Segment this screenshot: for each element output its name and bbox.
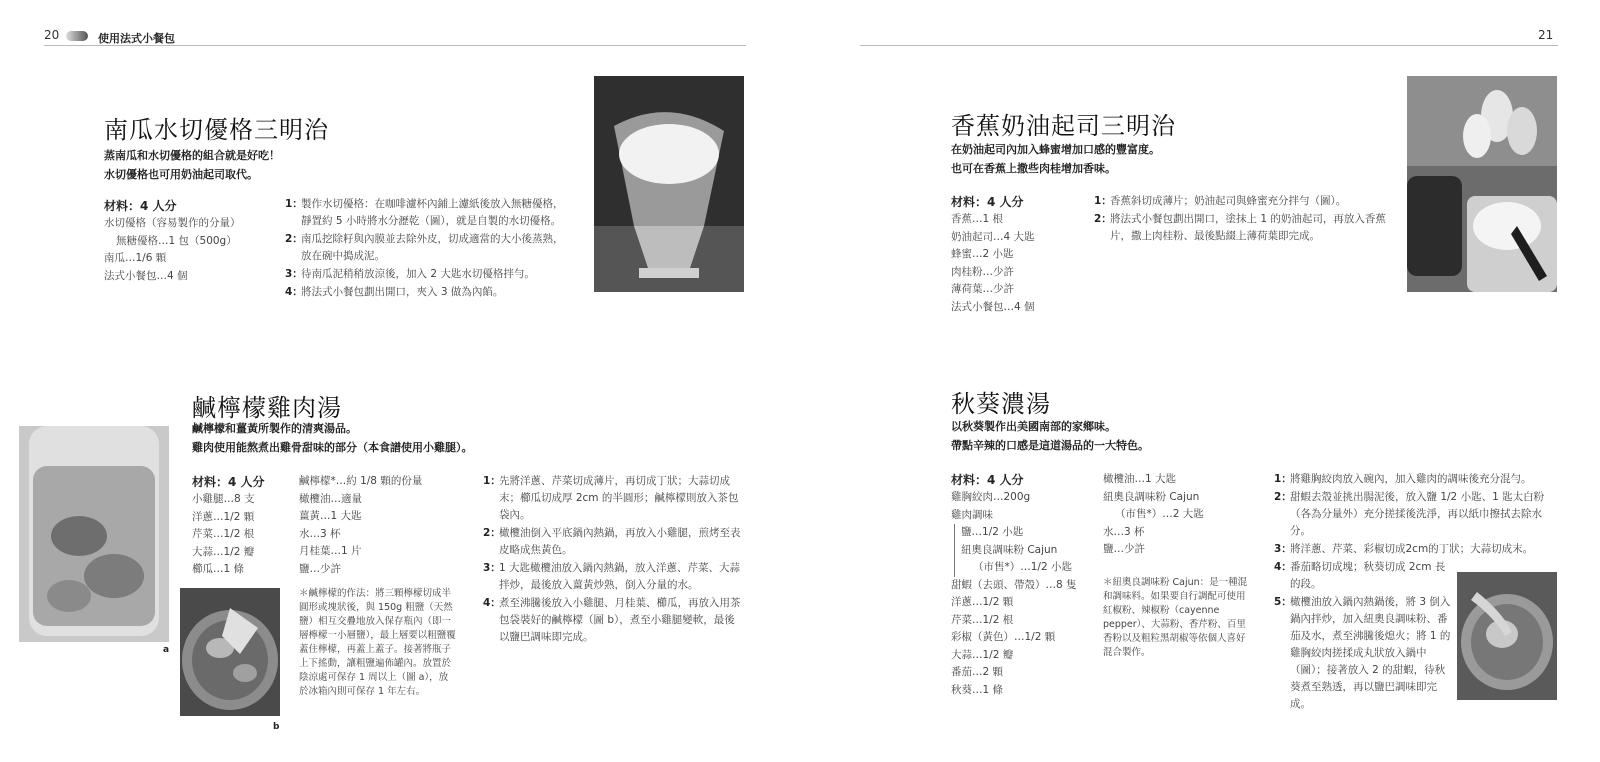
ingredient: 水…3 杯 [299,527,341,540]
ingredient: （市售*）…1/2 小匙 [973,561,1072,573]
step-item: 3： 將洋蔥、芹菜、彩椒切成2cm的丁狀；大蒜切成末。 [1274,543,1534,555]
ingredient: 芹菜…1/2 根 [951,613,1014,626]
ingredient: 橄欖油…適量 [299,492,362,505]
recipe-subtitle: 在奶油起司內加入蜂蜜增加口感的豐富度。 也可在香蕉上撒些肉桂增加香味。 [951,143,1160,175]
recipe-title: 秋葵濃湯 [951,390,1051,418]
step-item: 4： 番茄略切成塊；秋葵切成 2cm 長的段。 [1274,561,1446,590]
ingredient: 大蒜…1/2 瓣 [192,545,255,558]
banana-cheese-photo [1407,76,1557,292]
ingredient: 甜蝦（去頭、帶殼）…8 隻 [951,578,1077,591]
ingredient: 雞胸絞肉…200g [951,491,1031,503]
ingredient-list [951,471,1096,699]
recipe-title: 鹹檸檬雞肉湯 [192,394,342,422]
ingredient: 秋葵…1 條 [951,683,1004,696]
ingredient: 小雞腿…8 支 [192,493,255,505]
photo-caption-b: b [273,722,280,732]
ingredient: 橄欖油…1 大匙 [1103,473,1177,485]
photo-caption-a: a [163,645,170,655]
ingredient: 無糖優格…1 包（500g） [116,234,237,247]
ingredient: 奶油起司…4 大匙 [951,230,1035,243]
recipe-subtitle: 鹹檸檬和薑黃所製作的清爽湯品。 雞肉使用能熬煮出雞骨甜味的部分（本食譜使用小雞腿）。 [192,422,473,454]
ingredient: 水…3 杯 [1103,525,1145,538]
header-rule [44,45,746,46]
step-item: 2： 甜蝦去殼並挑出腸泥後，放入鹽 1/2 小匙、1 匙太白粉（各為分量外）充分搓揉後洗淨，再以紙巾擦拭去除水分。 [1274,491,1545,537]
ingredient: 法式小餐包…4 個 [104,269,188,282]
salted-lemon-jar-photo [19,426,169,642]
ingredient: 肉桂粉…少許 [951,265,1014,278]
step-item: 1： 先將洋蔥、芹菜切成薄片，再切成丁狀；大蒜切成末；櫛瓜切成厚 2cm 的半圓形；鹹檸檬則放入茶包袋內。 [483,475,739,521]
footnote: ＊鹹檸檬的作法：將三顆檸檬切成半圓形或塊狀後，與 150g 粗鹽（天然鹽）相互交疊地放入保存瓶內（即一層檸檬一小層鹽），最上層要以粗鹽覆蓋住檸檬，再蓋上蓋子。接著將瓶子上下搖動，讓粗鹽遍佈罐內。放置於陰涼處可保存 1 周以上（圖 a），放於冰箱內則可保存 1 年左右。 [299,588,456,697]
ingredient: 大蒜…1/2 瓣 [951,648,1014,661]
ingredient: 鹽…1/2 小匙 [961,526,1024,538]
step-list [285,196,571,302]
materials-heading: 材料：4 人分 [951,473,1024,487]
seasoning-bracket [954,524,1096,577]
recipe-subtitle: 以秋葵製作出美國南部的家鄉味。 帶點辛辣的口感是這道湯品的一大特色。 [951,420,1149,452]
ingredient: 蜂蜜…2 小匙 [951,248,1014,260]
step-item: 1： 將雞胸絞肉放入碗內，加入雞肉的調味後充分混勻。 [1274,473,1532,485]
step-item: 4： 煮至沸騰後放入小雞腿、月桂葉、櫛瓜，再放入用茶包袋裝好的鹹檸檬（圖 b），煮至小雞腿變軟，最後以鹽巴調味即完成。 [483,597,741,643]
ingredient: 芹菜…1/2 根 [192,528,255,540]
step-list [483,473,745,647]
ingredient: 薑黃…1 大匙 [299,510,362,522]
ingredient: 南瓜…1/6 顆 [104,252,167,264]
ingredient: 洋蔥…1/2 顆 [951,596,1014,608]
yogurt-photo [594,76,744,292]
ingredient-list [192,473,296,579]
ingredient: 紐奧良調味粉 Cajun [1103,490,1200,503]
ingredient-list [1103,471,1253,559]
recipe-title: 南瓜水切優格三明治 [104,116,329,144]
ingredient-list [299,473,459,578]
ingredient-list [104,197,274,285]
step-item: 4： 將法式小餐包劃出開口，夾入 3 做為內餡。 [285,286,504,298]
ingredient: 鹹檸檬*…約 1/8 顆的份量 [299,475,423,487]
ingredient: 雞肉調味 [951,508,993,521]
ingredient-list [951,193,1091,316]
materials-heading: 材料：4 人分 [104,199,177,213]
chapter-icon [66,31,88,41]
step-item: 1： 製作水切優格：在咖啡濾杯內鋪上濾紙後放入無糖優格，靜置約 5 小時將水分瀝乾（圖），就是自製的水切優格。 [285,198,564,227]
page-number: 21 [1538,28,1554,42]
step-item: 2： 南瓜挖除籽與內膜並去除外皮，切成適當的大小後蒸熟，放在碗中搗成泥。 [285,233,564,262]
step-item: 2： 橄欖油倒入平底鍋內熱鍋，再放入小雞腿，煎烤至表皮略成焦黃色。 [483,527,741,556]
ingredient: 番茄…2 顆 [951,666,1004,678]
recipe-title: 香蕉奶油起司三明治 [951,112,1176,140]
recipe-subtitle: 蒸南瓜和水切優格的組合就是好吃！ 水切優格也可用奶油起司取代。 [104,149,280,181]
ingredient: 紐奧良調味粉 Cajun [961,543,1058,556]
ingredient: 薄荷葉…少許 [951,283,1014,295]
ingredient: 櫛瓜…1 條 [192,563,245,575]
ingredient: 水切優格（容易製作的分量） [104,217,241,229]
step-item: 2： 將法式小餐包劃出開口，塗抹上 1 的奶油起司，再放入香蕉片，撒上肉桂粉、最後點綴上薄荷葉即完成。 [1094,213,1386,242]
chapter-title: 使用法式小餐包 [98,32,175,45]
ingredient: （市售*）…2 大匙 [1115,508,1204,520]
footnote: ＊紐奧良調味粉 Cajun：是一種混和調味料。如果要自行調配可使用紅椒粉、辣椒粉（cayenne pepper）、大蒜粉、香芹粉、百里香粉以及粗粒黑胡椒等依個人喜好混合製作。 [1103,577,1248,658]
ingredient: 鹽…少許 [299,562,341,575]
meatball-photo [1457,572,1557,700]
ingredient: 洋蔥…1/2 顆 [192,510,255,523]
ingredient: 法式小餐包…4 個 [951,300,1035,313]
materials-heading: 材料：4 人分 [951,195,1024,209]
step-item: 5： 橄欖油放入鍋內熱鍋後，將 3 倒入鍋內拌炒，加入紐奧良調味粉、番茄及水，煮至沸騰後熄火；將 1 的雞胸絞肉搓揉成丸狀放入鍋中（圖）；接著放入 2 的甜蝦，待秋葵煮至熟透，再以鹽巴調味即完成。 [1274,596,1451,710]
page-number: 20 [44,28,60,42]
header-rule [860,45,1558,46]
ingredient: 香蕉…1 根 [951,213,1004,225]
right-page [800,0,1600,762]
ingredient: 月桂葉…1 片 [299,545,362,557]
step-item: 3： 1 大匙橄欖油放入鍋內熱鍋，放入洋蔥、芹菜、大蒜拌炒，最後放入薑黃炒熟，倒入分量的水。 [483,562,741,591]
materials-heading: 材料：4 人分 [192,475,265,489]
step-item: 3： 待南瓜泥稍稍放涼後，加入 2 大匙水切優格拌勻。 [285,268,535,280]
step-list [1094,193,1388,246]
soup-pot-photo [180,588,280,716]
ingredient: 鹽…少許 [1103,543,1145,555]
ingredient: 彩椒（黃色）…1/2 顆 [951,631,1056,643]
step-item: 1： 香蕉斜切成薄片；奶油起司與蜂蜜充分拌勻（圖）。 [1094,195,1347,207]
